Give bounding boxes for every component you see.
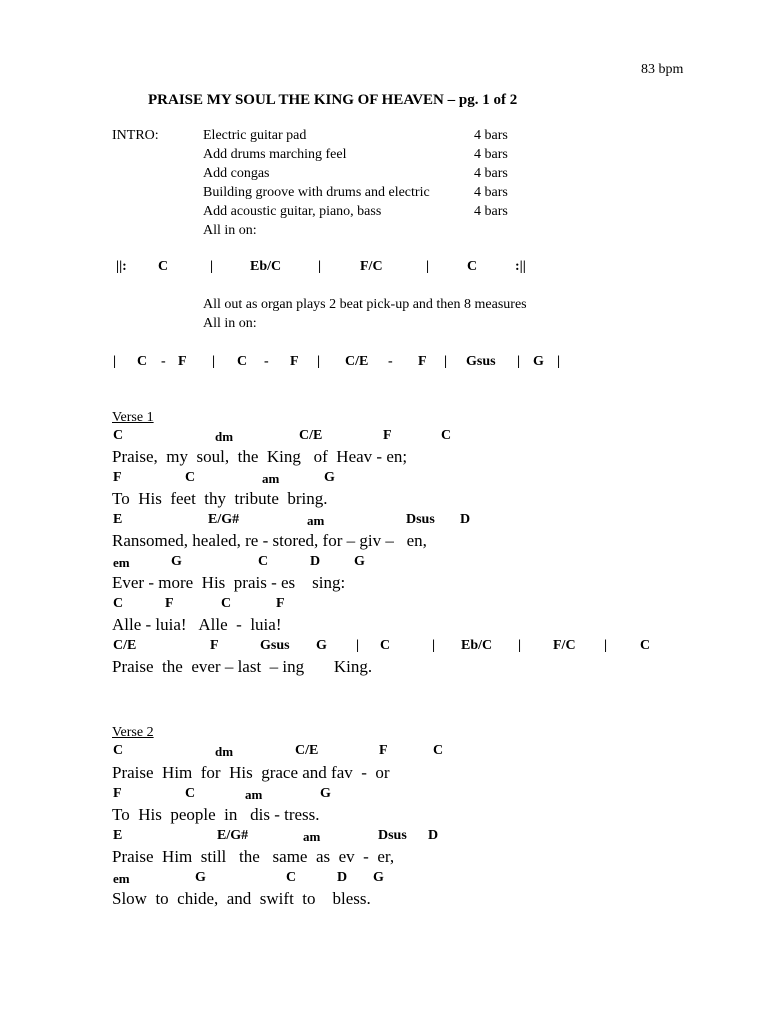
chord: F [113,786,122,801]
chord: am [303,829,321,844]
chord: C [185,786,196,801]
dash: - [264,354,269,369]
barline: | [444,354,448,369]
chord: C/E [299,428,323,443]
lyric-line: Praise Him still the same as ev - er, [112,847,395,866]
chord: C/E [295,743,319,758]
chord: Eb/C [461,638,493,653]
chord: C/E [345,354,369,369]
chord: E [113,512,123,527]
chord: C [237,354,248,369]
intro-bars: 4 bars [474,166,508,181]
chord: G [316,638,327,653]
chord: C [113,596,124,611]
chord: E/G# [217,828,249,843]
chord: Gsus [260,638,290,653]
chord: C [640,638,651,653]
dash: - [388,354,393,369]
chord: em [113,871,130,886]
intro-line: Add drums marching feel [203,147,347,162]
chord: C [258,554,269,569]
chord: F [379,743,388,758]
barline: | [518,638,522,653]
chord: F [383,428,392,443]
chord: G [373,870,384,885]
chord: C [433,743,444,758]
lyric-line: Ransomed, healed, re - stored, for – giv – en, [112,531,427,550]
barline: | [432,638,436,653]
lyric-line: Praise the ever – last – ing King. [112,657,373,676]
chord: Gsus [466,354,496,369]
chord: C [137,354,148,369]
chord: F/C [360,259,383,274]
intro-bars: 4 bars [474,128,508,143]
chord: G [320,786,331,801]
lyric-line: Praise, my soul, the King of Heav - en; [112,447,408,466]
lyric-line: Ever - more His prais - es sing: [112,573,346,592]
chord: am [245,787,263,802]
chord: F/C [553,638,576,653]
chord: D [428,828,439,843]
chord: G [354,554,365,569]
chord: E [113,828,123,843]
chord: G [195,870,206,885]
chord: C [158,259,169,274]
chord: C [380,638,391,653]
intro-bars: 4 bars [474,147,508,162]
chord: C [286,870,297,885]
chord: C/E [113,638,137,653]
intro-line: Building groove with drums and electric [203,185,430,200]
lyric-line: Praise Him for His grace and fav - or [112,763,390,782]
chord: D [337,870,348,885]
verse-2-label: Verse 2 [112,725,154,740]
intro-line: Add congas [203,166,270,181]
chord: F [418,354,427,369]
repeat-end: :|| [515,259,526,274]
chord: C [221,596,232,611]
chord: D [460,512,471,527]
intro-line: Electric guitar pad [203,128,307,143]
verse-1-label: Verse 1 [112,410,154,425]
barline: | [212,354,216,369]
chord: C [113,428,124,443]
chord: F [113,470,122,485]
intro-bars: 4 bars [474,185,508,200]
interlude-line: All out as organ plays 2 beat pick-up and then 8 measures [203,297,527,312]
dash: - [161,354,166,369]
chord: F [290,354,299,369]
chord: C [441,428,452,443]
chord: G [533,354,544,369]
chord: dm [215,744,234,759]
lyric-line: Alle - luia! Alle - luia! [112,615,282,634]
intro-label: INTRO: [112,128,159,143]
barline: | [426,259,430,274]
chord: F [165,596,174,611]
intro-line: All in on: [203,223,257,238]
barline: | [604,638,608,653]
interlude-line: All in on: [203,316,257,331]
barline: | [356,638,360,653]
chord: C [185,470,196,485]
chord: em [113,555,130,570]
lyric-line: Slow to chide, and swift to bless. [112,889,371,908]
barline: | [557,354,561,369]
barline: | [210,259,214,274]
chord: G [171,554,182,569]
chord: dm [215,429,234,444]
barline: | [517,354,521,369]
intro-line: Add acoustic guitar, piano, bass [203,204,382,219]
lyric-line: To His people in dis - tress. [112,805,320,824]
chord: C [467,259,478,274]
chord: F [210,638,219,653]
barline: | [318,259,322,274]
intro-bars: 4 bars [474,204,508,219]
chord: F [178,354,187,369]
chord: Dsus [378,828,407,843]
chord: F [276,596,285,611]
chord: am [262,471,280,486]
chord: G [324,470,335,485]
chord: Dsus [406,512,435,527]
repeat-start: ||: [116,259,127,274]
barline: | [113,354,117,369]
tempo-label: 83 bpm [641,62,684,77]
chord: am [307,513,325,528]
chord: Eb/C [250,259,282,274]
lyric-line: To His feet thy tribute bring. [112,489,328,508]
chord: D [310,554,321,569]
chord: E/G# [208,512,240,527]
barline: | [317,354,321,369]
chord: C [113,743,124,758]
page-title: PRAISE MY SOUL THE KING OF HEAVEN – pg. 1 of 2 [148,92,518,108]
